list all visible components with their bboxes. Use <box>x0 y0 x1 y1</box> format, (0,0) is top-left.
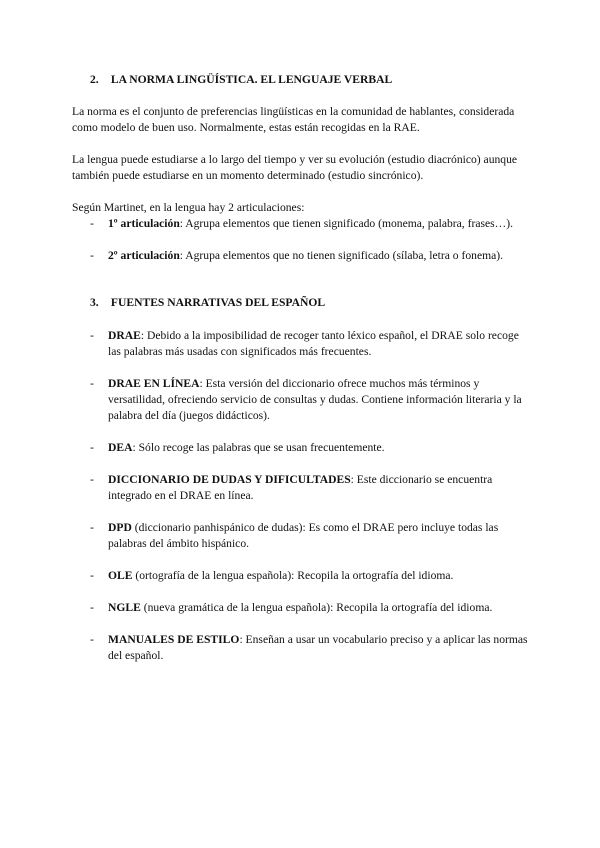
section-2-heading <box>90 72 392 88</box>
list-dash: - <box>90 329 94 342</box>
list-item-body <box>108 632 530 664</box>
list-item-term: MANUALES DE ESTILO <box>108 633 240 646</box>
list-item-text: (ortografía de la lengua española): Recopila la ortografía del idioma. <box>132 569 454 582</box>
list-dash: - <box>90 441 94 454</box>
list-item-body <box>108 328 530 360</box>
list-item-term: DRAE <box>108 329 141 342</box>
list-item-text: : Debido a la imposibilidad de recoger tanto léxico español, el DRAE solo recoge las palabras más usadas con significados más frecuentes. <box>108 329 519 358</box>
list-item <box>90 248 530 264</box>
list-dash: - <box>90 377 94 390</box>
list-dash: - <box>90 249 94 262</box>
paragraph-martinet: Según Martinet, en la lengua hay 2 articulaciones: <box>72 201 305 214</box>
list-item-body <box>108 568 530 584</box>
list-item-text: : Esta versión del diccionario ofrece muchos más términos y versatilidad, ofreciendo servicio de consultas y dudas. Contiene información literaria y la palabra del día (juegos didácticos). <box>108 377 522 422</box>
list-item <box>90 568 530 584</box>
list-dash: - <box>90 521 94 534</box>
list-item-text: : Enseñan a usar un vocabulario preciso y a aplicar las normas del español. <box>108 633 528 662</box>
list-item-body <box>108 472 530 504</box>
list-item-body <box>108 520 530 552</box>
paragraph-norma: La norma es el conjunto de preferencias lingüísticas en la comunidad de hablantes, considerada como modelo de buen uso. Normalmente, estas están recogidas en la RAE. <box>72 105 515 134</box>
list-item <box>90 520 530 552</box>
list-item-body <box>108 248 530 264</box>
list-item-term: NGLE <box>108 601 141 614</box>
list-item-term: DRAE EN LÍNEA <box>108 377 200 390</box>
list-dash: - <box>90 601 94 614</box>
list-item-text: (nueva gramática de la lengua española): Recopila la ortografía del idioma. <box>140 601 493 614</box>
section-3-number: 3. <box>90 296 99 309</box>
section-2-number: 2. <box>90 73 99 86</box>
list-dash: - <box>90 473 94 486</box>
list-item-text: : Este diccionario se encuentra integrado en el DRAE en línea. <box>108 473 493 502</box>
list-item-term: OLE <box>108 569 133 582</box>
list-item <box>90 216 530 232</box>
list-item <box>90 600 530 616</box>
list-item <box>90 472 530 504</box>
list-item-term: DPD <box>108 521 132 534</box>
section-3-title: FUENTES NARRATIVAS DEL ESPAÑOL <box>110 296 326 309</box>
list-item-text: : Agrupa elementos que tienen significado (monema, palabra, frases…). <box>179 217 513 230</box>
list-item-term: DICCIONARIO DE DUDAS Y DIFICULTADES <box>108 473 351 486</box>
list-item-body <box>108 600 530 616</box>
list-dash: - <box>90 633 94 646</box>
section-2-title: LA NORMA LINGÜÍSTICA. EL LENGUAJE VERBAL <box>110 73 393 86</box>
list-item-text: : Agrupa elementos que no tienen significado (sílaba, letra o fonema). <box>179 249 504 262</box>
list-dash: - <box>90 569 94 582</box>
list-item-term: 2º articulación <box>108 249 180 262</box>
section-3-heading <box>90 295 325 311</box>
list-item-text: (diccionario panhispánico de dudas): Es como el DRAE pero incluye todas las palabras del ámbito hispánico. <box>108 521 499 550</box>
list-item <box>90 632 530 664</box>
list-item-term: DEA <box>108 441 133 454</box>
list-item-text: : Sólo recoge las palabras que se usan frecuentemente. <box>132 441 385 454</box>
list-dash: - <box>90 217 94 230</box>
list-item-body <box>108 216 530 232</box>
list-item <box>90 328 530 360</box>
list-item-body <box>108 376 530 424</box>
list-item-term: 1º articulación <box>108 217 180 230</box>
list-item <box>90 440 530 456</box>
paragraph-lengua: La lengua puede estudiarse a lo largo del tiempo y ver su evolución (estudio diacrónico) aunque también puede estudiarse en un momento determinado (estudio sincrónico). <box>72 153 518 182</box>
list-item-body <box>108 440 530 456</box>
list-item <box>90 376 530 424</box>
